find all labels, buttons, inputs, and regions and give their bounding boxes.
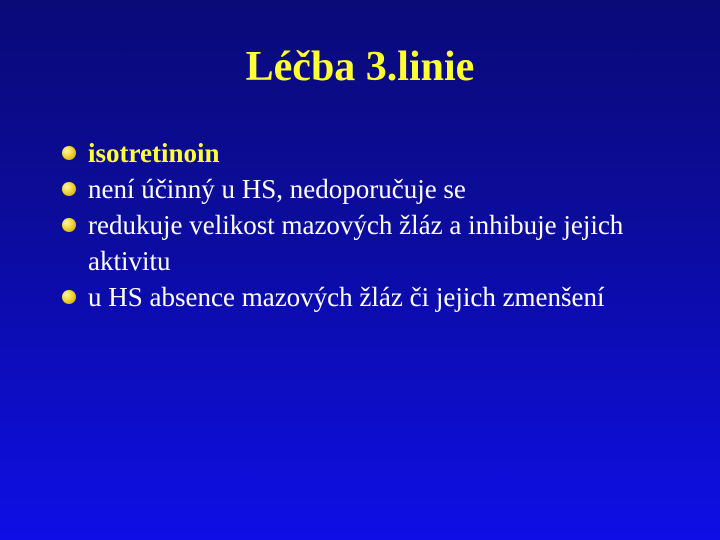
slide-title: Léčba 3.linie [245,44,475,90]
bullet-dot-icon [62,146,76,160]
bullet-text: není účinný u HS, nedoporučuje se [88,174,466,204]
bullet-item [58,171,698,207]
bullet-text: isotretinoin [88,138,220,168]
bullet-dot-icon [62,290,76,304]
bullet-text: u HS absence mazových žláz či jejich zmenšení [88,282,605,312]
bullet-item [58,135,698,171]
bullet-item [58,279,698,315]
bullet-dot-icon [62,218,76,232]
bullet-item [58,207,698,279]
bullet-list [58,135,698,315]
bullet-text: redukuje velikost mazových žláz a inhibuje jejich aktivitu [88,210,624,276]
bullet-dot-icon [62,182,76,196]
